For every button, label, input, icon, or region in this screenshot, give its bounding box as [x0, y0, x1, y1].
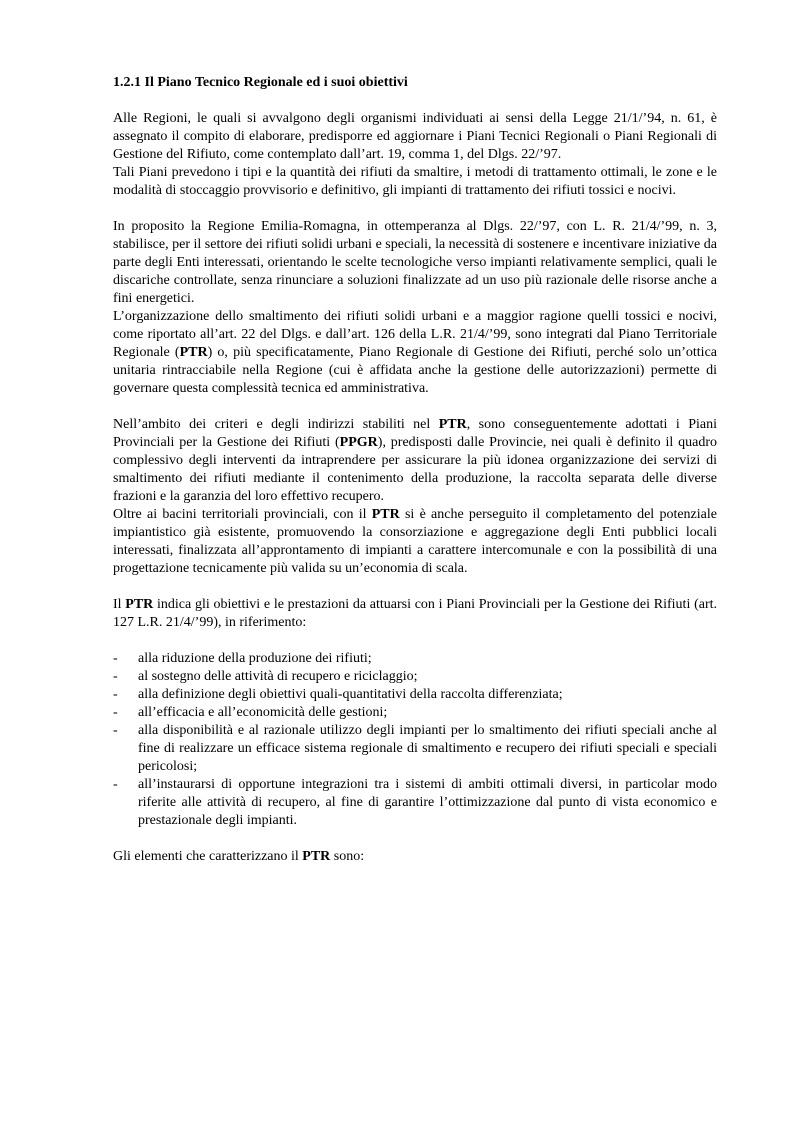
list-item	[113, 650, 717, 668]
paragraph-provincial-text-3: ), predisposti dalle Provincie, nei quali è definito il quadro complessivo degli interventi da intraprendere per assicurare la più idonea organizzazione dei servizi di smaltimento dei rifiuti mediante il contenimento della produzione, la raccolta separata delle diverse frazioni e la garanzia del loro effettivo recupero.	[113, 435, 717, 504]
document-page	[113, 74, 717, 866]
paragraph-provincial-text-1: Nell’ambito dei criteri e degli indirizzi stabiliti nel	[113, 417, 439, 432]
list-bullet: -	[113, 705, 118, 720]
paragraph-elements-text-2: sono:	[330, 849, 365, 864]
paragraph-territorial-basins	[113, 506, 717, 578]
paragraph-objectives-text-2: indica gli obiettivi e le prestazioni da attuarsi con i Piani Provinciali per la Gestione dei Rifiuti (art. 127 L.R. 21/4/’99), in riferimento:	[113, 597, 717, 630]
paragraph-provincial-plans	[113, 416, 717, 506]
term-ptr: PTR	[179, 345, 208, 360]
term-ptr: PTR	[371, 507, 400, 522]
list-item-text: alla riduzione della produzione dei rifiuti;	[138, 651, 372, 666]
list-item-text: all’efficacia e all’economicità delle gestioni;	[138, 705, 388, 720]
paragraph-organization-text-2: ) o, più specificatamente, Piano Regionale di Gestione dei Rifiuti, perché solo un’ottica unitaria rintracciabile nella Regione (cui è affidata anche la gestione delle autorizzazioni) permette di governare questa complessità tecnica ed amministrativa.	[113, 345, 718, 396]
paragraph-elements-text-1: Gli elementi che caratterizzano il	[113, 849, 303, 864]
paragraph-emilia-romagna: In proposito la Regione Emilia-Romagna, in ottemperanza al Dlgs. 22/’97, con L. R. 21/4/’99, n. 3, stabilisce, per il settore dei rifiuti solidi urbani e speciali, la necessità di sostenere e incentivare iniziative da parte degli Enti interessati, orientando le scelte tecnologiche verso impianti relativamente semplici, quali le discariche controllate, senza rinunciare a soluzioni finalizzate ad un uso più razionale delle risorse anche a fini energetici.	[113, 219, 717, 306]
list-item-text: all’instaurarsi di opportune integrazioni tra i sistemi di ambiti ottimali diversi, in particolar modo riferite alle attività di recupero, al fine di garantire l’ottimizzazione dal punto di vista economico e prestazionale degli impianti.	[138, 777, 717, 828]
list-bullet: -	[113, 669, 118, 684]
list-item-text: alla disponibilità e al razionale utilizzo degli impianti per lo smaltimento dei rifiuti speciali anche al fine di realizzare un efficace sistema regionale di smaltimento e recupero dei rifiuti speciali e speciali pericolosi;	[138, 723, 717, 774]
paragraph-ptr-objectives	[113, 596, 717, 632]
list-item-text: alla definizione degli obiettivi quali-quantitativi della raccolta differenziata;	[138, 687, 563, 702]
paragraph-objectives-text-1: Il	[113, 597, 126, 612]
objectives-list	[113, 650, 717, 830]
list-item	[113, 776, 717, 830]
list-item	[113, 704, 717, 722]
paragraph-ptr-elements	[113, 848, 717, 866]
term-ptr: PTR	[125, 597, 154, 612]
list-item	[113, 722, 717, 776]
paragraph-plans: Tali Piani prevedono i tipi e la quantità dei rifiuti da smaltire, i metodi di trattamento ottimali, le zone e le modalità di stoccaggio provvisorio e definitivo, gli impianti di trattamento dei rifiuti tossici e nocivi.	[113, 165, 717, 198]
paragraph-organization-text-1: L’organizzazione dello smaltimento dei rifiuti solidi urbani e a maggior ragione quelli tossici e nocivi, come riportato all’art. 22 del Dlgs. e dall’art. 126 della L.R. 21/4/’99, sono integrati dal Piano Territoriale Regionale (	[113, 309, 717, 360]
list-item	[113, 686, 717, 704]
list-bullet: -	[113, 651, 118, 666]
paragraph-basins-text-2: si è anche perseguito il completamento del potenziale impiantistico già esistente, promuovendo la consorziazione e aggregazione degli Enti pubblici locali interessati, finalizzata all’approntamento di impianti a carattere intercomunale e con la possibilità di una progettazione tecnicamente più valida su un’economia di scala.	[113, 507, 717, 576]
list-item	[113, 668, 717, 686]
term-ptr: PTR	[438, 417, 467, 432]
section-heading: 1.2.1 Il Piano Tecnico Regionale ed i suoi obiettivi	[113, 75, 408, 90]
paragraph-organization	[113, 308, 717, 398]
paragraph-regions: Alle Regioni, le quali si avvalgono degli organismi individuati ai sensi della Legge 21/1/’94, n. 61, è assegnato il compito di elaborare, predisporre ed aggiornare i Piani Tecnici Regionali o Piani Regionali di Gestione del Rifiuto, come contemplato dall’art. 19, comma 1, del Dlgs. 22/’97.	[113, 111, 717, 162]
list-item-text: al sostegno delle attività di recupero e riciclaggio;	[138, 669, 418, 684]
list-bullet: -	[113, 723, 118, 738]
paragraph-provincial-text-2: , sono conseguentemente adottati i Piani Provinciali per la Gestione dei Rifiuti (	[113, 417, 717, 450]
list-bullet: -	[113, 687, 118, 702]
list-bullet: -	[113, 777, 118, 792]
term-ptr: PTR	[302, 849, 331, 864]
term-ppgr: PPGR	[339, 435, 378, 450]
paragraph-basins-text-1: Oltre ai bacini territoriali provinciali, con il	[113, 507, 372, 522]
